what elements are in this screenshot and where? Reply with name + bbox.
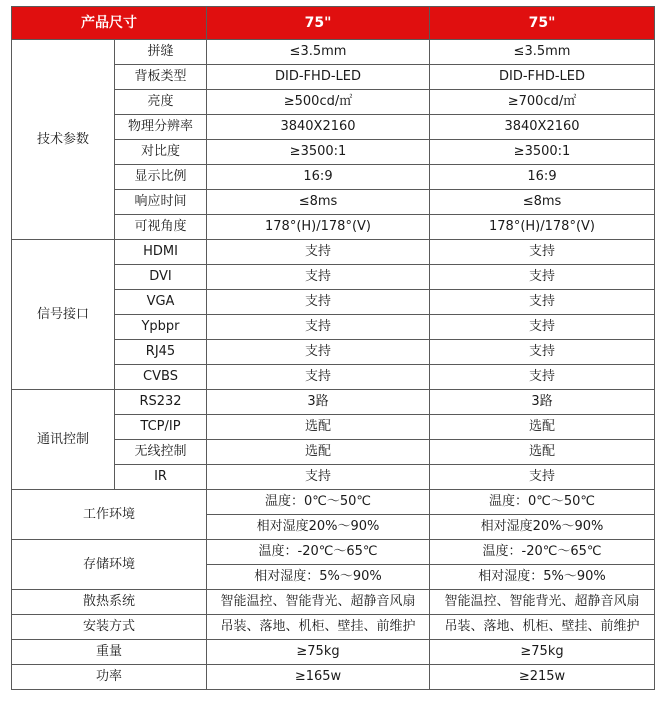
row-label: 散热系统 <box>12 590 207 615</box>
row-value-2: 支持 <box>430 365 655 390</box>
table-row <box>12 390 655 415</box>
row-label: HDMI <box>115 240 207 265</box>
row-label: Ypbpr <box>115 315 207 340</box>
row-value-1: 支持 <box>207 265 430 290</box>
row-value-1: ≥75kg <box>207 640 430 665</box>
work-temp-2: 温度：0℃～50℃ <box>430 490 655 515</box>
row-value-1: ≥500cd/㎡ <box>207 90 430 115</box>
row-value-1: ≤8ms <box>207 190 430 215</box>
row-value-1: 支持 <box>207 365 430 390</box>
row-value-2: ≤8ms <box>430 190 655 215</box>
row-label: 物理分辨率 <box>115 115 207 140</box>
row-label: 功率 <box>12 665 207 690</box>
work-humidity-2: 相对湿度20%～90% <box>430 515 655 540</box>
row-value-2: 3路 <box>430 390 655 415</box>
header-model-2: 75" <box>430 7 655 40</box>
row-value-1: 选配 <box>207 415 430 440</box>
row-label: TCP/IP <box>115 415 207 440</box>
storage-temp-1: 温度：-20℃～65℃ <box>207 540 430 565</box>
row-value-2: ≥700cd/㎡ <box>430 90 655 115</box>
group-storage-env: 存储环境 <box>12 540 207 590</box>
row-value-2: ≥215w <box>430 665 655 690</box>
row-label: 安装方式 <box>12 615 207 640</box>
row-value-2: DID-FHD-LED <box>430 65 655 90</box>
row-value-2: 支持 <box>430 290 655 315</box>
table-row <box>12 540 655 565</box>
row-label: 无线控制 <box>115 440 207 465</box>
row-value-1: 吊装、落地、机柜、壁挂、前维护 <box>207 615 430 640</box>
row-value-1: 3840X2160 <box>207 115 430 140</box>
group-tech: 技术参数 <box>12 40 115 240</box>
row-value-1: ≥3500:1 <box>207 140 430 165</box>
row-label: 响应时间 <box>115 190 207 215</box>
table-row <box>12 490 655 515</box>
table-row <box>12 615 655 640</box>
row-value-1: ≤3.5mm <box>207 40 430 65</box>
group-comm: 通讯控制 <box>12 390 115 490</box>
row-value-2: 支持 <box>430 315 655 340</box>
row-value-1: 支持 <box>207 315 430 340</box>
row-value-1: 178°(H)/178°(V) <box>207 215 430 240</box>
row-value-1: 选配 <box>207 440 430 465</box>
row-label: IR <box>115 465 207 490</box>
row-label: RS232 <box>115 390 207 415</box>
table-row <box>12 590 655 615</box>
row-label: VGA <box>115 290 207 315</box>
row-label: 拼缝 <box>115 40 207 65</box>
work-humidity-1: 相对湿度20%～90% <box>207 515 430 540</box>
row-value-1: ≥165w <box>207 665 430 690</box>
row-label: CVBS <box>115 365 207 390</box>
header-label: 产品尺寸 <box>12 7 207 40</box>
row-value-2: 选配 <box>430 440 655 465</box>
header-model-1: 75" <box>207 7 430 40</box>
row-value-2: 支持 <box>430 465 655 490</box>
row-label: 重量 <box>12 640 207 665</box>
row-value-2: 智能温控、智能背光、超静音风扇 <box>430 590 655 615</box>
row-value-2: 16:9 <box>430 165 655 190</box>
row-value-2: 178°(H)/178°(V) <box>430 215 655 240</box>
row-value-2: ≤3.5mm <box>430 40 655 65</box>
row-value-2: 支持 <box>430 340 655 365</box>
row-value-1: 支持 <box>207 340 430 365</box>
row-value-2: ≥3500:1 <box>430 140 655 165</box>
row-label: 背板类型 <box>115 65 207 90</box>
row-value-1: 支持 <box>207 240 430 265</box>
storage-humidity-2: 相对湿度：5%～90% <box>430 565 655 590</box>
row-value-1: 3路 <box>207 390 430 415</box>
row-value-1: 智能温控、智能背光、超静音风扇 <box>207 590 430 615</box>
storage-temp-2: 温度：-20℃～65℃ <box>430 540 655 565</box>
table-row <box>12 40 655 65</box>
row-label: 显示比例 <box>115 165 207 190</box>
row-value-1: 支持 <box>207 290 430 315</box>
table-row <box>12 240 655 265</box>
row-value-2: 3840X2160 <box>430 115 655 140</box>
table-row <box>12 665 655 690</box>
row-value-1: DID-FHD-LED <box>207 65 430 90</box>
row-value-2: ≥75kg <box>430 640 655 665</box>
row-label: 对比度 <box>115 140 207 165</box>
row-label: DVI <box>115 265 207 290</box>
row-value-2: 吊装、落地、机柜、壁挂、前维护 <box>430 615 655 640</box>
row-value-1: 16:9 <box>207 165 430 190</box>
row-label: 亮度 <box>115 90 207 115</box>
row-value-2: 支持 <box>430 265 655 290</box>
row-value-1: 支持 <box>207 465 430 490</box>
row-value-2: 支持 <box>430 240 655 265</box>
spec-table <box>11 6 655 690</box>
row-value-2: 选配 <box>430 415 655 440</box>
storage-humidity-1: 相对湿度：5%～90% <box>207 565 430 590</box>
header-row <box>12 7 655 40</box>
group-work-env: 工作环境 <box>12 490 207 540</box>
row-label: RJ45 <box>115 340 207 365</box>
table-row <box>12 640 655 665</box>
work-temp-1: 温度：0℃～50℃ <box>207 490 430 515</box>
group-signal: 信号接口 <box>12 240 115 390</box>
row-label: 可视角度 <box>115 215 207 240</box>
